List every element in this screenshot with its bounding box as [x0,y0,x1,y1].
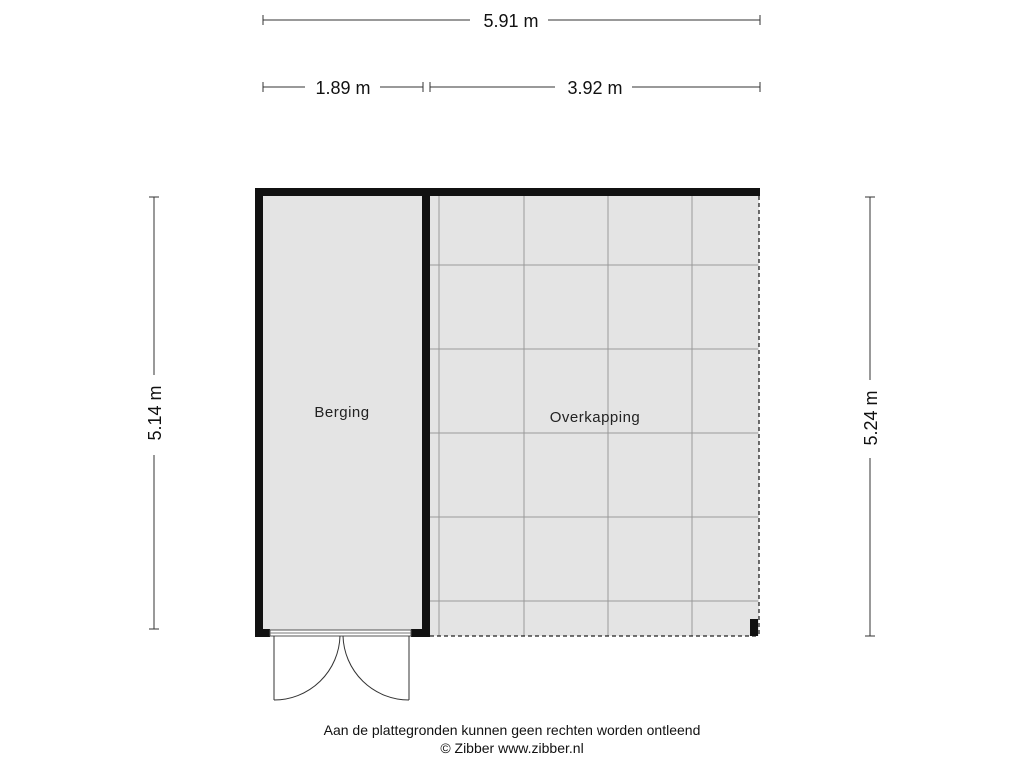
dimension-left-height [145,197,165,629]
double-door [270,630,411,700]
copyright-text: © Zibber www.zibber.nl [440,740,584,756]
dimension-overkapping-width-label: 3.92 m [567,78,623,98]
overkapping-post [750,619,758,636]
dimension-overkapping-width [430,78,760,98]
dimension-left-height-label: 5.14 m [145,385,165,441]
disclaimer-text: Aan de plattegronden kunnen geen rechten worden ontleend [323,722,701,738]
dimension-right-height-label: 5.24 m [861,390,881,446]
room-label-berging: Berging [314,404,370,421]
dimension-total-width [263,11,760,31]
dimension-right-height [861,197,881,636]
dimension-berging-width-label: 1.89 m [315,78,371,98]
dimension-total-width-label: 5.91 m [483,11,539,31]
dimension-berging-width [263,78,423,98]
room-label-overkapping: Overkapping [549,409,641,426]
